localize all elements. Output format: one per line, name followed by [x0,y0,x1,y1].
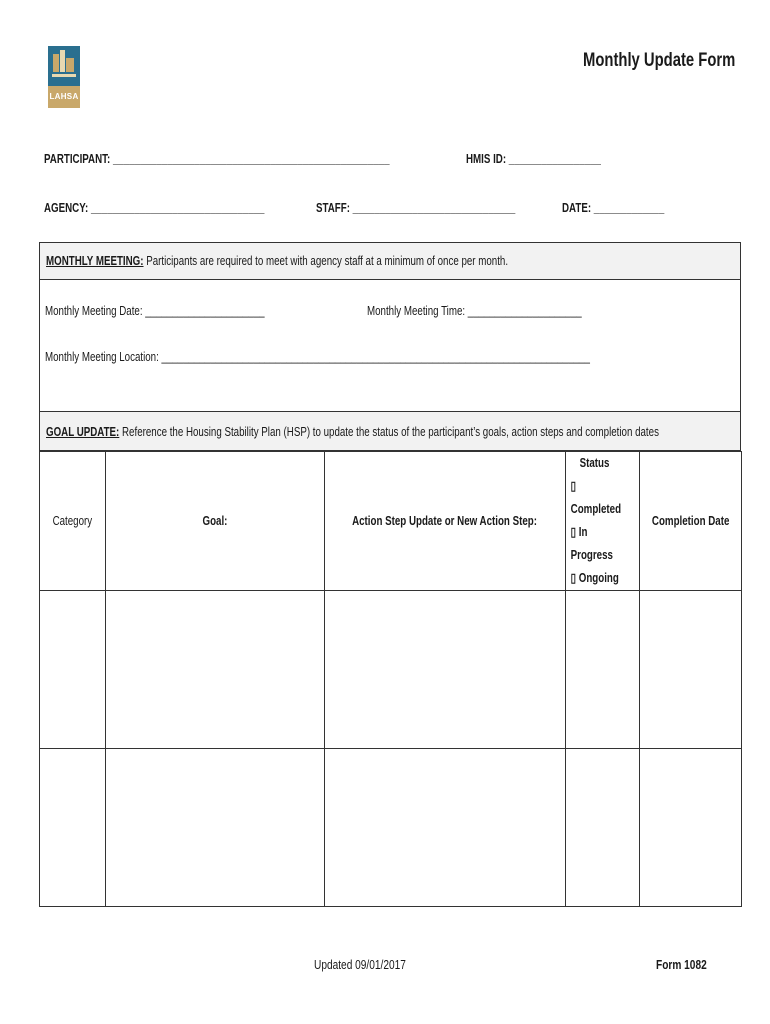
status-title: Status [579,456,610,470]
completion-date-cell[interactable] [640,591,742,749]
status-cell[interactable] [566,749,640,907]
footer-form-number: Form 1082 [656,957,707,972]
action-step-cell[interactable] [325,591,566,749]
form-title: Monthly Update Form [583,50,736,71]
hmis-id-field[interactable]: HMIS ID: _________________ [466,152,601,166]
status-cell[interactable] [566,591,640,749]
monthly-meeting-heading: MONTHLY MEETING: [46,254,144,268]
goal-cell[interactable] [106,749,325,907]
meeting-time-field[interactable]: Monthly Meeting Time: _____________________ [367,304,582,318]
participant-field[interactable]: PARTICIPANT: ___________________________________________________ [44,152,390,166]
col-status [566,452,640,591]
staff-field[interactable]: STAFF: ______________________________ [316,201,516,215]
monthly-meeting-header [40,243,740,280]
monthly-meeting-section [39,242,741,412]
col-goal: Goal: [106,452,325,591]
logo-text: LAHSA [48,86,80,108]
agency-field[interactable]: AGENCY: ________________________________ [44,201,265,215]
monthly-meeting-description: Participants are required to meet with agency staff at a minimum of once per month. [143,254,509,268]
action-step-cell[interactable] [325,749,566,907]
lahsa-logo [48,46,80,108]
goal-update-instructions [46,425,659,439]
category-cell[interactable] [40,591,106,749]
footer-updated-date: Updated 09/01/2017 [314,957,406,972]
table-header-row [40,452,742,591]
col-action-step: Action Step Update or New Action Step: [325,452,566,591]
col-category: Category [40,452,106,591]
status-option-ongoing[interactable]: ▯ Ongoing [570,571,619,585]
meeting-location-field[interactable]: Monthly Meeting Location: _______________________________________________________________________________ [45,350,590,364]
goal-table [39,451,742,907]
date-field[interactable]: DATE: _____________ [562,201,665,215]
category-cell[interactable] [40,749,106,907]
col-completion-date: Completion Date [640,452,742,591]
completion-date-cell[interactable] [640,749,742,907]
meeting-date-field[interactable]: Monthly Meeting Date: ______________________ [45,304,265,318]
table-row [40,749,742,907]
status-option-completed[interactable]: ▯ Completed [570,479,622,516]
monthly-meeting-instructions [46,254,508,268]
goal-update-heading: GOAL UPDATE: [46,425,120,439]
table-row [40,591,742,749]
status-option-in-progress[interactable]: ▯ In Progress [570,525,613,562]
goal-cell[interactable] [106,591,325,749]
logo-emblem [48,46,80,86]
goal-update-description: Reference the Housing Stability Plan (HSP) to update the status of the participant’s goals, action steps and completion dates [119,425,659,439]
goal-update-header [39,412,741,451]
